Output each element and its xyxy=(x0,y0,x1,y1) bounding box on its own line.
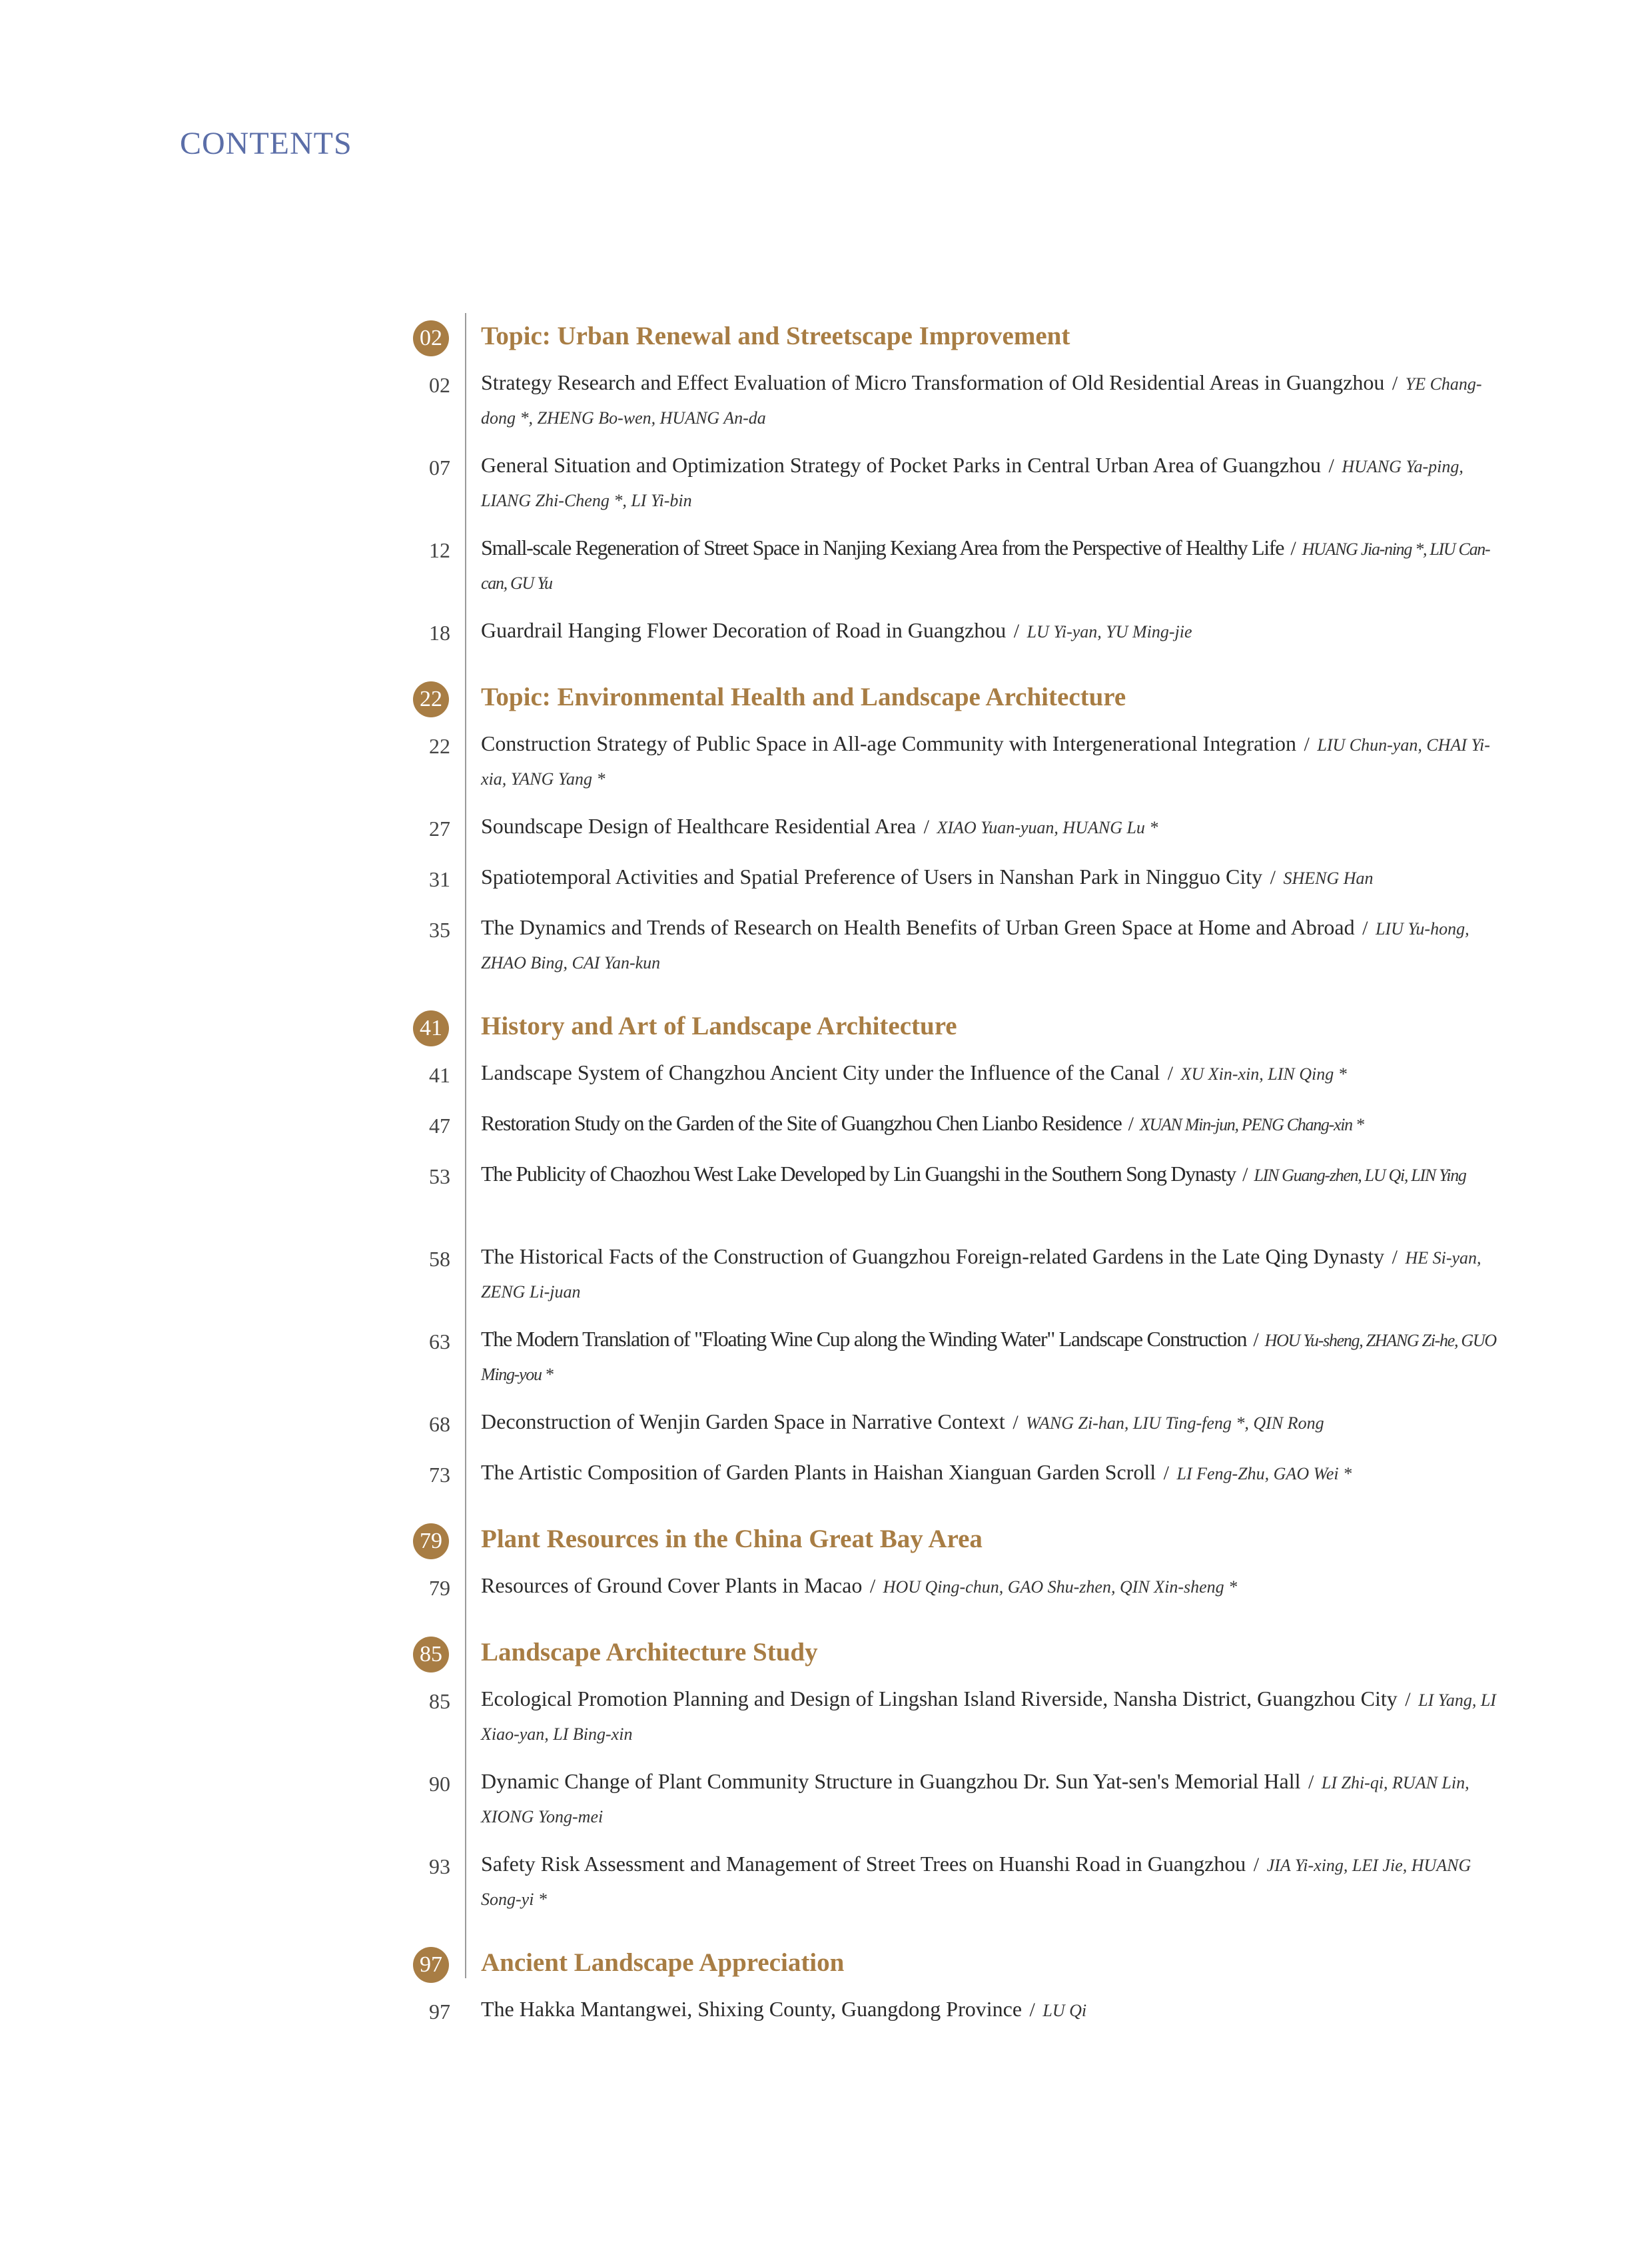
title-author-separator: / xyxy=(1299,733,1315,755)
entry-page-number: 22 xyxy=(429,734,450,758)
section-title: Ancient Landscape Appreciation xyxy=(481,1948,845,1977)
entry-title: The Artistic Composition of Garden Plants in Haishan Xianguan Garden Scroll xyxy=(481,1460,1156,1484)
entry-title: The Hakka Mantangwei, Shixing County, Guangdong Province xyxy=(481,1997,1023,2021)
toc-entry[interactable] xyxy=(393,810,1512,861)
entry-authors: XIAO Yuan-yuan, HUANG Lu * xyxy=(937,818,1158,837)
entry-title: Restoration Study on the Garden of the Site of Guangzhou Chen Lianbo Residence xyxy=(481,1111,1122,1135)
entry-page-number: 73 xyxy=(429,1463,450,1487)
entry-text xyxy=(481,1323,1507,1391)
section-page-badge: 79 xyxy=(413,1523,449,1559)
entry-title: Safety Risk Assessment and Management of Street Trees on Huanshi Road in Guangzhou xyxy=(481,1852,1246,1876)
toc-entry[interactable] xyxy=(393,911,1512,994)
title-author-separator: / xyxy=(865,1575,881,1597)
entry-page-number: 97 xyxy=(429,2000,450,2024)
toc-entry[interactable] xyxy=(393,861,1512,911)
entry-text xyxy=(481,1765,1507,1833)
entry-title: The Modern Translation of "Floating Wine Cup along the Winding Water" Landscape Construction xyxy=(481,1327,1247,1351)
entry-page-number: 90 xyxy=(429,1772,450,1796)
section-title: History and Art of Landscape Architecture xyxy=(481,1012,957,1040)
section-header xyxy=(393,1520,1512,1569)
title-author-separator: / xyxy=(1265,867,1281,889)
entry-page-number: 31 xyxy=(429,867,450,891)
entry-page-number: 41 xyxy=(429,1063,450,1087)
section-header xyxy=(393,317,1512,366)
section-page-badge: 22 xyxy=(413,681,449,717)
entry-title: The Historical Facts of the Construction of Guangzhou Foreign-related Gardens in the Late Qing Dynasty xyxy=(481,1244,1385,1268)
title-author-separator: / xyxy=(1400,1688,1416,1710)
entry-page-number: 12 xyxy=(429,538,450,562)
entry-authors: HOU Yu-sheng, ZHANG Zi-he, GUO Ming-you * xyxy=(481,1331,1496,1384)
entry-text xyxy=(481,911,1507,979)
entry-page-number: 63 xyxy=(429,1329,450,1353)
entry-text xyxy=(481,1569,1507,1603)
entry-text xyxy=(481,1158,1507,1192)
toc-entry[interactable] xyxy=(393,727,1512,810)
title-author-separator: / xyxy=(1158,1462,1174,1484)
entry-title: Resources of Ground Cover Plants in Macao xyxy=(481,1573,863,1597)
section-title: Topic: Environmental Health and Landscape Architecture xyxy=(481,683,1126,711)
entry-authors: LU Yi-yan, YU Ming-jie xyxy=(1027,622,1192,641)
toc-entry[interactable] xyxy=(393,1405,1512,1456)
entry-page-number: 02 xyxy=(429,373,450,397)
section-title: Topic: Urban Renewal and Streetscape Improvement xyxy=(481,322,1070,350)
entry-page-number: 35 xyxy=(429,918,450,942)
title-author-separator: / xyxy=(919,816,935,838)
entry-text xyxy=(481,727,1507,795)
entry-text xyxy=(481,1456,1507,1490)
toc-entry[interactable] xyxy=(393,1682,1512,1765)
toc-entry[interactable] xyxy=(393,1240,1512,1323)
title-author-separator: / xyxy=(1007,1411,1024,1433)
entry-page-number: 27 xyxy=(429,817,450,841)
entry-text xyxy=(481,1682,1507,1750)
entry-text xyxy=(481,449,1507,517)
entry-authors: HOU Qing-chun, GAO Shu-zhen, QIN Xin-sheng * xyxy=(883,1577,1238,1597)
entry-title: The Dynamics and Trends of Research on Health Benefits of Urban Green Space at Home and Abroad xyxy=(481,915,1355,939)
entry-page-number: 68 xyxy=(429,1412,450,1436)
entry-text xyxy=(481,1993,1507,2027)
entry-authors: WANG Zi-han, LIU Ting-feng *, QIN Rong xyxy=(1026,1413,1324,1433)
entry-authors: SHENG Han xyxy=(1283,869,1374,888)
entry-text xyxy=(481,614,1507,648)
entry-text xyxy=(481,532,1507,599)
title-author-separator: / xyxy=(1357,917,1373,939)
section-page-badge: 97 xyxy=(413,1947,449,1983)
entry-title: Construction Strategy of Public Space in All-age Community with Intergenerational Integration xyxy=(481,731,1297,755)
title-author-separator: / xyxy=(1162,1062,1178,1084)
entry-title: Ecological Promotion Planning and Design of Lingshan Island Riverside, Nansha District, Guangzhou City xyxy=(481,1686,1398,1710)
title-author-separator: / xyxy=(1124,1113,1137,1135)
toc-entry[interactable] xyxy=(393,366,1512,449)
entry-authors: XUAN Min-jun, PENG Chang-xin * xyxy=(1139,1115,1364,1134)
toc-entry[interactable] xyxy=(393,1569,1512,1620)
title-author-separator: / xyxy=(1303,1771,1319,1793)
section-page-badge: 02 xyxy=(413,320,449,356)
entry-authors: YE Chang-dong *, ZHENG Bo-wen, HUANG An-da xyxy=(481,374,1482,428)
entry-title: Landscape System of Changzhou Ancient City under the Influence of the Canal xyxy=(481,1060,1160,1084)
title-author-separator: / xyxy=(1249,1329,1262,1351)
entry-title: Small-scale Regeneration of Street Space in Nanjing Kexiang Area from the Perspective of Healthy Life xyxy=(481,536,1284,560)
section-header xyxy=(393,1007,1512,1056)
section-title: Plant Resources in the China Great Bay Area xyxy=(481,1525,983,1553)
entry-title: Dynamic Change of Plant Community Structure in Guangzhou Dr. Sun Yat-sen's Memorial Hall xyxy=(481,1769,1301,1793)
title-author-separator: / xyxy=(1387,1246,1403,1268)
section-header xyxy=(393,1944,1512,1993)
entry-title: Guardrail Hanging Flower Decoration of Road in Guangzhou xyxy=(481,618,1007,642)
entry-text xyxy=(481,1107,1507,1141)
title-author-separator: / xyxy=(1324,455,1340,477)
title-author-separator: / xyxy=(1286,538,1300,560)
entry-authors: LIU Yu-hong, ZHAO Bing, CAI Yan-kun xyxy=(481,919,1469,972)
entry-page-number: 85 xyxy=(429,1689,450,1713)
entry-title: Soundscape Design of Healthcare Residential Area xyxy=(481,814,917,838)
section-page-badge: 85 xyxy=(413,1637,449,1673)
entry-title: Spatiotemporal Activities and Spatial Preference of Users in Nanshan Park in Ningguo City xyxy=(481,865,1263,889)
entry-title: Deconstruction of Wenjin Garden Space in Narrative Context xyxy=(481,1409,1005,1433)
entry-text xyxy=(481,1848,1507,1916)
entry-text xyxy=(481,810,1507,844)
entry-page-number: 93 xyxy=(429,1854,450,1878)
toc-entry[interactable] xyxy=(393,1107,1512,1158)
entry-title: General Situation and Optimization Strategy of Pocket Parks in Central Urban Area of Guangzhou xyxy=(481,453,1322,477)
entry-authors: LU Qi xyxy=(1042,2001,1087,2020)
entry-authors: JIA Yi-xing, LEI Jie, HUANG Song-yi * xyxy=(481,1856,1471,1909)
toc-entry[interactable] xyxy=(393,532,1512,614)
entry-text xyxy=(481,1240,1507,1308)
toc-entry[interactable] xyxy=(393,449,1512,532)
section-page-badge: 41 xyxy=(413,1010,449,1046)
entry-title: The Publicity of Chaozhou West Lake Developed by Lin Guangshi in the Southern Song Dynasty xyxy=(481,1162,1236,1186)
toc-entry[interactable] xyxy=(393,1056,1512,1107)
entry-authors: HE Si-yan, ZENG Li-juan xyxy=(481,1248,1481,1302)
title-author-separator: / xyxy=(1009,620,1025,642)
entry-page-number: 18 xyxy=(429,621,450,645)
entry-text xyxy=(481,1405,1507,1439)
title-author-separator: / xyxy=(1387,372,1403,394)
toc-entry[interactable] xyxy=(393,1456,1512,1507)
section-header xyxy=(393,1633,1512,1682)
table-of-contents xyxy=(393,313,1512,2053)
entry-authors: LI Feng-Zhu, GAO Wei * xyxy=(1176,1464,1352,1483)
title-author-separator: / xyxy=(1025,1999,1040,2021)
entry-authors: LIN Guang-zhen, LU Qi, LIN Ying xyxy=(1254,1166,1466,1185)
entry-page-number: 53 xyxy=(429,1164,450,1188)
entry-page-number: 58 xyxy=(429,1247,450,1271)
toc-entry[interactable] xyxy=(393,1993,1512,2044)
entry-page-number: 07 xyxy=(429,456,450,480)
entry-page-number: 79 xyxy=(429,1576,450,1600)
entry-text xyxy=(481,366,1507,434)
toc-entry[interactable] xyxy=(393,1158,1512,1240)
toc-entry[interactable] xyxy=(393,1765,1512,1848)
entry-text xyxy=(481,861,1507,895)
entry-authors: HUANG Ya-ping, LIANG Zhi-Cheng *, LI Yi-bin xyxy=(481,457,1463,510)
entry-authors: LI Yang, LI Xiao-yan, LI Bing-xin xyxy=(481,1690,1496,1744)
toc-entry[interactable] xyxy=(393,1323,1512,1405)
entry-authors: HUANG Jia-ning *, LIU Can-can, GU Yu xyxy=(481,540,1490,593)
entry-page-number: 47 xyxy=(429,1114,450,1138)
section-title: Landscape Architecture Study xyxy=(481,1638,818,1667)
entry-text xyxy=(481,1056,1507,1090)
section-header xyxy=(393,678,1512,727)
title-author-separator: / xyxy=(1238,1164,1252,1186)
entry-authors: LIU Chun-yan, CHAI Yi-xia, YANG Yang * xyxy=(481,735,1490,789)
title-author-separator: / xyxy=(1248,1854,1264,1876)
contents-heading: CONTENTS xyxy=(180,126,352,161)
entry-authors: LI Zhi-qi, RUAN Lin, XIONG Yong-mei xyxy=(481,1773,1469,1826)
entry-authors: XU Xin-xin, LIN Qing * xyxy=(1180,1064,1347,1084)
toc-entry[interactable] xyxy=(393,1848,1512,1930)
entry-title: Strategy Research and Effect Evaluation of Micro Transformation of Old Residential Areas in Guangzhou xyxy=(481,370,1385,394)
toc-entry[interactable] xyxy=(393,614,1512,665)
